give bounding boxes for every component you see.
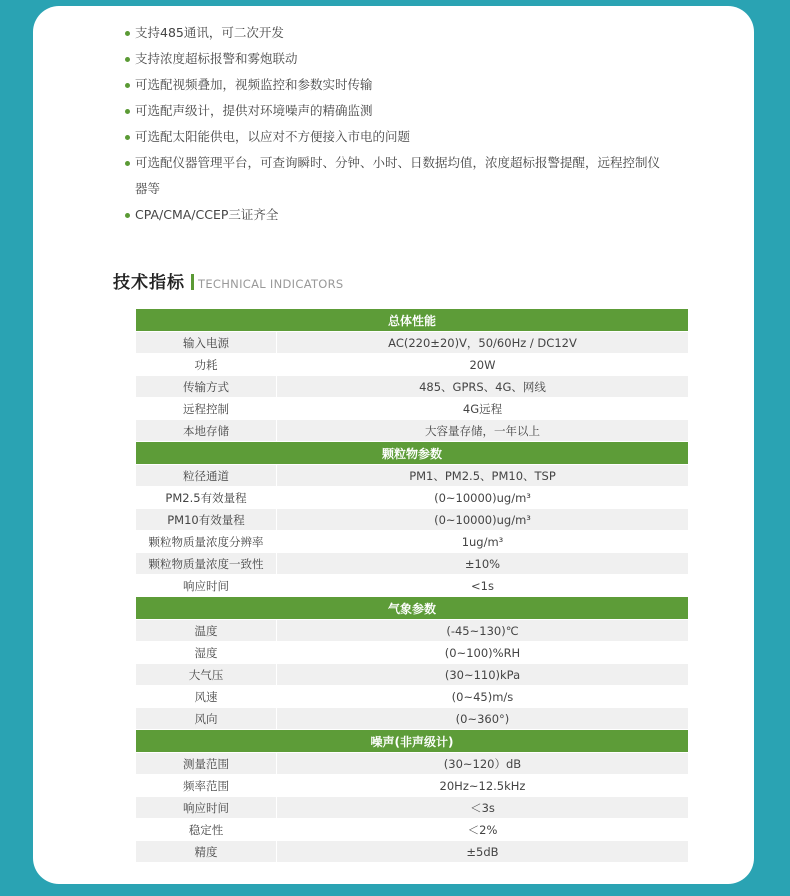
spec-value: (0~360°) (277, 708, 689, 730)
spec-name: 远程控制 (136, 398, 277, 420)
section-header-label: 总体性能 (136, 309, 688, 332)
feature-text: 支持浓度超标报警和雾炮联动 (135, 51, 298, 66)
feature-text: 可选配视频叠加，视频监控和参数实时传输 (135, 77, 373, 92)
feature-text: 可选配太阳能供电，以应对不方便接入市电的问题 (135, 129, 411, 144)
table-section-header (136, 597, 688, 620)
feature-item (125, 150, 725, 176)
feature-item (125, 20, 725, 46)
bullet-icon (125, 83, 130, 88)
spec-value: ＜2% (277, 819, 689, 841)
table-row (136, 420, 688, 442)
table-row (136, 575, 688, 597)
spec-value: 4G远程 (277, 398, 689, 420)
spec-name: 响应时间 (136, 575, 277, 597)
table-row (136, 775, 688, 797)
section-title: 技术指标 (113, 273, 185, 293)
heading-divider (191, 274, 194, 290)
spec-name: 功耗 (136, 354, 277, 376)
feature-item (125, 72, 725, 98)
section-heading (113, 268, 344, 293)
spec-name: 本地存储 (136, 420, 277, 442)
table-row (136, 332, 688, 354)
table-row (136, 753, 688, 775)
spec-value: 20Hz~12.5kHz (277, 775, 689, 797)
spec-table (136, 309, 688, 863)
spec-name: 测量范围 (136, 753, 277, 775)
spec-name: 颗粒物质量浓度一致性 (136, 553, 277, 575)
spec-name: 大气压 (136, 664, 277, 686)
bullet-icon (125, 135, 130, 140)
table-row (136, 664, 688, 686)
spec-value: (0~10000)ug/m³ (277, 509, 689, 531)
section-header-label: 噪声(非声级计) (136, 730, 688, 753)
bullet-icon (125, 161, 130, 166)
table-section-header (136, 730, 688, 753)
feature-item (125, 46, 725, 72)
table-row (136, 553, 688, 575)
table-row (136, 354, 688, 376)
spec-name: 传输方式 (136, 376, 277, 398)
table-row (136, 797, 688, 819)
feature-text: 可选配声级计，提供对环境噪声的精确监测 (135, 103, 373, 118)
spec-name: 湿度 (136, 642, 277, 664)
feature-text: 支持485通讯，可二次开发 (135, 25, 284, 40)
spec-value: AC(220±20)V，50/60Hz / DC12V (277, 332, 689, 354)
spec-name: PM2.5有效量程 (136, 487, 277, 509)
spec-value: 20W (277, 354, 689, 376)
bullet-icon (125, 57, 130, 62)
spec-name: 输入电源 (136, 332, 277, 354)
spec-value: 大容量存储，一年以上 (277, 420, 689, 442)
table-row (136, 398, 688, 420)
table-section-header (136, 442, 688, 465)
spec-value: <1s (277, 575, 689, 597)
spec-value: (30~120）dB (277, 753, 689, 775)
feature-text: 器等 (135, 181, 161, 196)
spec-value: (0~10000)ug/m³ (277, 487, 689, 509)
bullet-icon (125, 109, 130, 114)
feature-text: CPA/CMA/CCEP三证齐全 (135, 207, 279, 222)
spec-name: 稳定性 (136, 819, 277, 841)
spec-name: 频率范围 (136, 775, 277, 797)
spec-value: (0~45)m/s (277, 686, 689, 708)
table-section-header (136, 309, 688, 332)
table-row (136, 708, 688, 730)
spec-value: 1ug/m³ (277, 531, 689, 553)
table-row (136, 686, 688, 708)
feature-list (125, 20, 725, 228)
section-header-label: 颗粒物参数 (136, 442, 688, 465)
spec-value: PM1、PM2.5、PM10、TSP (277, 465, 689, 487)
spec-name: 温度 (136, 620, 277, 642)
table-row (136, 642, 688, 664)
feature-item (125, 98, 725, 124)
bullet-icon (125, 213, 130, 218)
feature-text: 可选配仪器管理平台，可查询瞬时、分钟、小时、日数据均值，浓度超标报警提醒，远程控制仪 (135, 155, 661, 170)
content-panel (33, 6, 754, 884)
feature-item (125, 202, 725, 228)
section-subtitle: TECHNICAL INDICATORS (198, 277, 344, 291)
table-row (136, 841, 688, 863)
spec-name: 风向 (136, 708, 277, 730)
spec-value: ±5dB (277, 841, 689, 863)
spec-value: 485、GPRS、4G、网线 (277, 376, 689, 398)
spec-name: 风速 (136, 686, 277, 708)
spec-value: ＜3s (277, 797, 689, 819)
spec-name: 精度 (136, 841, 277, 863)
spec-value: ±10% (277, 553, 689, 575)
bullet-icon (125, 31, 130, 36)
section-header-label: 气象参数 (136, 597, 688, 620)
table-row (136, 465, 688, 487)
table-row (136, 819, 688, 841)
table-row (136, 509, 688, 531)
feature-item-continuation (125, 176, 725, 202)
table-row (136, 531, 688, 553)
spec-name: 粒径通道 (136, 465, 277, 487)
spec-name: PM10有效量程 (136, 509, 277, 531)
spec-value: (0~100)%RH (277, 642, 689, 664)
spec-name: 响应时间 (136, 797, 277, 819)
table-row (136, 620, 688, 642)
spec-value: (-45~130)℃ (277, 620, 689, 642)
feature-item (125, 124, 725, 150)
spec-value: (30~110)kPa (277, 664, 689, 686)
table-row (136, 376, 688, 398)
table-row (136, 487, 688, 509)
spec-name: 颗粒物质量浓度分辨率 (136, 531, 277, 553)
